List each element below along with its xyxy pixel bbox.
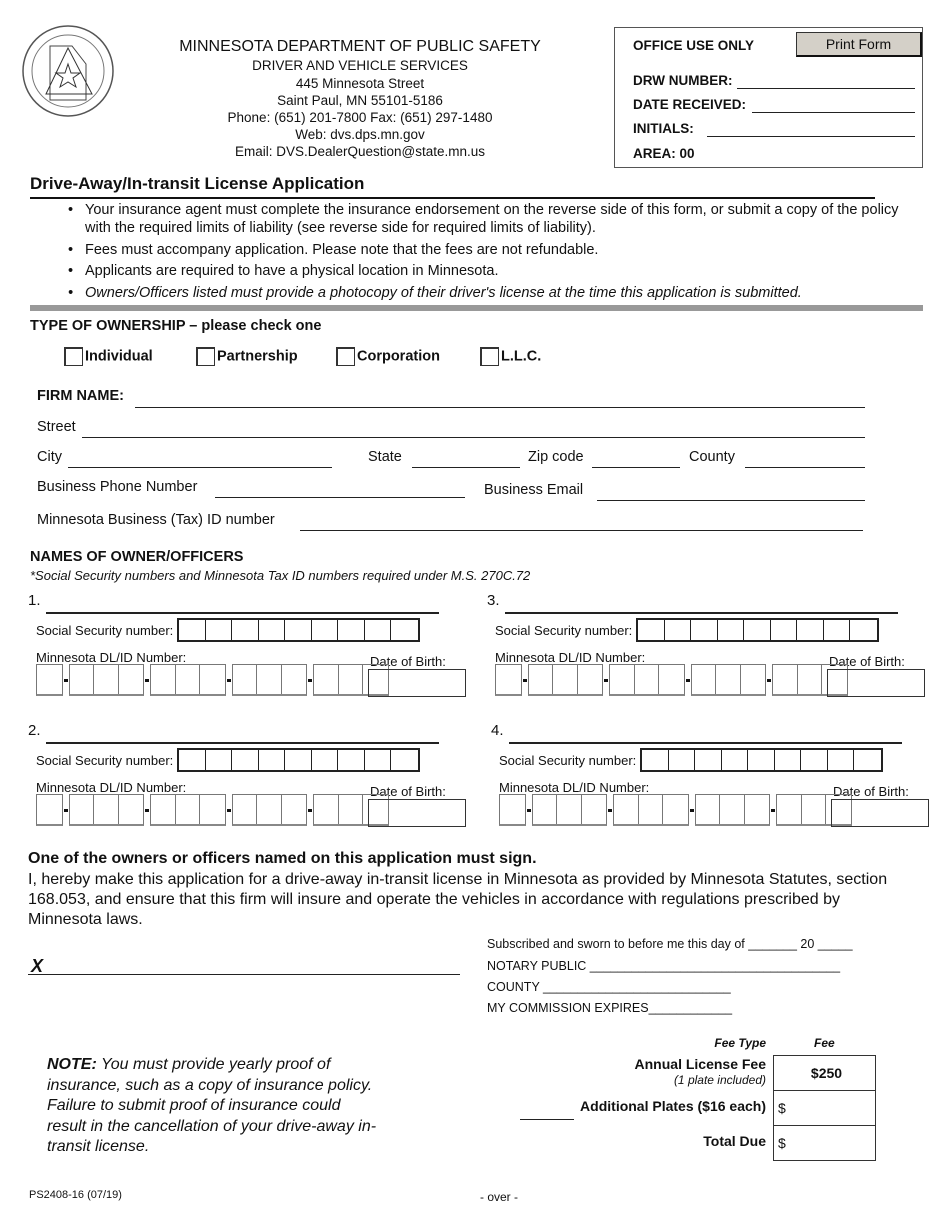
ssn-digit-box[interactable]	[285, 750, 312, 770]
dl-digit-box[interactable]	[741, 665, 766, 694]
county-label: County	[689, 449, 735, 465]
dl-digit-box[interactable]	[37, 665, 62, 694]
note-text: You must provide yearly proof of insurance, such as a copy of insurance policy. Failure to submit proof of insurance could result in the cancellation of your drive-away in-transit license.	[47, 1056, 377, 1155]
state-label: State	[368, 449, 402, 465]
dl-digit-box[interactable]	[557, 795, 582, 824]
business-email-label: Business Email	[484, 482, 584, 498]
dash	[145, 809, 149, 812]
dl-group	[495, 664, 522, 696]
dash	[64, 809, 68, 812]
dl-group	[613, 794, 689, 826]
dob-label: Date of Birth:	[829, 654, 905, 669]
dl-digit-box[interactable]	[500, 795, 525, 824]
dl-group	[150, 664, 226, 696]
dl-digit-box[interactable]	[151, 795, 176, 824]
zip-field[interactable]	[592, 467, 680, 468]
checkbox[interactable]	[64, 347, 83, 366]
dash	[604, 679, 608, 682]
business-email-field[interactable]	[597, 500, 865, 501]
notary-county: COUNTY ___________________________	[487, 980, 731, 994]
ssn-digit-box[interactable]	[179, 620, 206, 640]
owner-block	[28, 722, 468, 832]
dl-digit-box[interactable]	[37, 795, 62, 824]
division-name: DRIVER AND VEHICLE SERVICES	[252, 58, 468, 73]
owner-number: 4.	[491, 722, 504, 739]
dl-group	[69, 794, 145, 826]
dash	[308, 679, 312, 682]
dl-group	[695, 794, 771, 826]
street-field[interactable]	[82, 437, 865, 438]
ssn-digit-box[interactable]	[828, 750, 855, 770]
dash	[145, 679, 149, 682]
ssn-label: Social Security number:	[36, 622, 174, 638]
ssn-digit-box[interactable]	[771, 620, 798, 640]
dob-field[interactable]	[831, 799, 929, 827]
dash	[227, 809, 231, 812]
tax-id-label: Minnesota Business (Tax) ID number	[37, 512, 275, 528]
dl-digit-box[interactable]	[692, 665, 717, 694]
dob-field[interactable]	[368, 799, 466, 827]
instruction-item: • Applicants are required to have a physical location in Minnesota.	[68, 262, 923, 280]
ssn-digit-box[interactable]	[391, 750, 418, 770]
dl-digit-box[interactable]	[696, 795, 721, 824]
owner-name-field[interactable]	[46, 612, 439, 614]
city-field[interactable]	[68, 467, 332, 468]
owners-note: *Social Security numbers and Minnesota Tax ID numbers required under M.S. 270C.72	[30, 568, 531, 583]
notary-sworn: Subscribed and sworn to before me this day of _______ 20 _____	[487, 937, 853, 951]
initials-field[interactable]	[707, 136, 915, 137]
ssn-field[interactable]	[177, 748, 420, 772]
ssn-digit-box[interactable]	[312, 750, 339, 770]
dob-label: Date of Birth:	[370, 784, 446, 799]
annual-fee-sub: (1 plate included)	[673, 1073, 766, 1087]
dl-group	[232, 794, 308, 826]
dl-digit-box[interactable]	[94, 665, 119, 694]
total-due-label: Total Due	[703, 1133, 766, 1149]
ssn-digit-box[interactable]	[365, 620, 392, 640]
dash	[767, 679, 771, 682]
date-received-label: DATE RECEIVED:	[633, 97, 747, 112]
dl-digit-box[interactable]	[151, 665, 176, 694]
ssn-field[interactable]	[177, 618, 420, 642]
dl-digit-box[interactable]	[578, 665, 603, 694]
owner-block	[487, 592, 927, 702]
dash	[527, 809, 531, 812]
dl-digit-box[interactable]	[314, 665, 339, 694]
business-phone-label: Business Phone Number	[37, 479, 198, 495]
dl-digit-box[interactable]	[614, 795, 639, 824]
signature-statement: I, hereby make this application for a drive-away in-transit license in Minnesota as provided by Minnesota Statutes, section 168.053, and ensure that this firm will insure and operate the vehicles in accordance with regulations prescribed by Minnesota laws.	[28, 871, 888, 928]
owner-number: 1.	[28, 592, 41, 609]
dob-field[interactable]	[827, 669, 925, 697]
ssn-row	[499, 748, 883, 772]
section-divider	[30, 305, 923, 311]
state-seal-logo	[20, 24, 116, 118]
checkbox[interactable]	[336, 347, 355, 366]
owner-number: 2.	[28, 722, 41, 739]
dl-group	[691, 664, 767, 696]
dl-group	[528, 664, 604, 696]
ssn-digit-box[interactable]	[854, 750, 881, 770]
dl-digit-box[interactable]	[94, 795, 119, 824]
owner-block	[491, 722, 931, 832]
print-form-button[interactable]: Print Form	[796, 32, 922, 57]
ssn-digit-box[interactable]	[206, 750, 233, 770]
dl-label: Minnesota DL/ID Number:	[495, 650, 646, 665]
checkbox-partnership[interactable]	[196, 347, 298, 366]
dl-group	[532, 794, 608, 826]
address-street: 445 Minnesota Street	[295, 76, 425, 91]
additional-plates-count-field[interactable]	[520, 1119, 574, 1120]
ssn-digit-box[interactable]	[338, 620, 365, 640]
website: Web: dvs.dps.mn.gov	[295, 127, 425, 142]
dl-digit-box[interactable]	[496, 665, 521, 694]
dl-digit-box[interactable]	[314, 795, 339, 824]
dl-field[interactable]	[499, 794, 852, 826]
insurance-note	[47, 1055, 377, 1158]
dl-group	[69, 664, 145, 696]
dl-field[interactable]	[36, 664, 389, 696]
dl-digit-box[interactable]	[659, 665, 684, 694]
agency-name: MINNESOTA DEPARTMENT OF PUBLIC SAFETY	[179, 38, 541, 55]
dl-digit-box[interactable]	[119, 795, 144, 824]
dl-field[interactable]	[495, 664, 848, 696]
ssn-digit-box[interactable]	[722, 750, 749, 770]
note-label: NOTE:	[47, 1056, 97, 1073]
ssn-digit-box[interactable]	[748, 750, 775, 770]
dl-group	[232, 664, 308, 696]
address-city: Saint Paul, MN 55101-5186	[277, 93, 443, 108]
dl-digit-box[interactable]	[257, 795, 282, 824]
additional-plates-fee-field[interactable]: $	[774, 1091, 876, 1126]
ssn-digit-box[interactable]	[718, 620, 745, 640]
annual-fee-value: $250	[774, 1056, 876, 1091]
firm-name-label: FIRM NAME:	[37, 388, 124, 404]
checkbox-individual[interactable]	[64, 347, 153, 366]
annual-fee-label: Annual License Fee	[634, 1056, 766, 1072]
ssn-row	[495, 618, 879, 642]
ssn-digit-box[interactable]	[206, 620, 233, 640]
ssn-digit-box[interactable]	[232, 750, 259, 770]
dash	[64, 679, 68, 682]
dl-digit-box[interactable]	[635, 665, 660, 694]
ssn-digit-box[interactable]	[797, 620, 824, 640]
dl-digit-box[interactable]	[176, 795, 201, 824]
dl-digit-box[interactable]	[663, 795, 688, 824]
city-label: City	[37, 449, 62, 465]
dl-digit-box[interactable]	[553, 665, 578, 694]
dl-digit-box[interactable]	[533, 795, 558, 824]
ssn-digit-box[interactable]	[338, 750, 365, 770]
instructions-list	[68, 201, 923, 305]
dash	[690, 809, 694, 812]
date-received-field[interactable]	[752, 112, 915, 113]
checkbox[interactable]	[196, 347, 215, 366]
area-label: AREA: 00	[633, 146, 695, 161]
office-use-box	[614, 27, 923, 168]
over-indicator: - over -	[480, 1190, 519, 1204]
tax-id-field[interactable]	[300, 530, 863, 531]
dl-digit-box[interactable]	[282, 795, 307, 824]
signature-heading: One of the owners or officers named on this application must sign.	[28, 850, 537, 867]
fee-header: Fee	[814, 1036, 835, 1050]
instruction-item: • Your insurance agent must complete the insurance endorsement on the reverse side of this form, or submit a copy of the policy with the required limits of liability (see reverse side for required limits of liability).	[68, 201, 923, 237]
ssn-label: Social Security number:	[499, 752, 637, 768]
signature-x-mark: X	[31, 956, 44, 976]
owner-name-field[interactable]	[509, 742, 902, 744]
checkbox-llc[interactable]	[480, 347, 541, 366]
county-field[interactable]	[745, 467, 865, 468]
dl-digit-box[interactable]	[70, 665, 95, 694]
owner-number: 3.	[487, 592, 500, 609]
ssn-digit-box[interactable]	[391, 620, 418, 640]
dl-digit-box[interactable]	[257, 665, 282, 694]
dl-digit-box[interactable]	[610, 665, 635, 694]
owner-name-field[interactable]	[505, 612, 898, 614]
dl-group	[36, 664, 63, 696]
checkbox-label: L.L.C.	[501, 348, 542, 365]
dl-digit-box[interactable]	[720, 795, 745, 824]
ssn-row	[36, 748, 420, 772]
street-label: Street	[37, 419, 76, 435]
dl-digit-box[interactable]	[798, 665, 823, 694]
checkbox-label: Individual	[85, 348, 153, 365]
ssn-digit-box[interactable]	[695, 750, 722, 770]
dl-digit-box[interactable]	[200, 795, 225, 824]
dob-label: Date of Birth:	[370, 654, 446, 669]
ssn-digit-box[interactable]	[801, 750, 828, 770]
dl-field[interactable]	[36, 794, 389, 826]
fee-table	[773, 1055, 876, 1161]
ssn-digit-box[interactable]	[744, 620, 771, 640]
dl-digit-box[interactable]	[802, 795, 827, 824]
dl-digit-box[interactable]	[773, 665, 798, 694]
dl-digit-box[interactable]	[119, 665, 144, 694]
ssn-digit-box[interactable]	[259, 620, 286, 640]
ssn-digit-box[interactable]	[232, 620, 259, 640]
ssn-row	[36, 618, 420, 642]
phone-fax: Phone: (651) 201-7800 Fax: (651) 297-1480	[227, 110, 493, 125]
dl-group	[150, 794, 226, 826]
ssn-digit-box[interactable]	[638, 620, 665, 640]
checkbox-label: Partnership	[217, 348, 298, 365]
ssn-digit-box[interactable]	[312, 620, 339, 640]
dash	[523, 679, 527, 682]
drw-number-field[interactable]	[737, 88, 915, 89]
email: Email: DVS.DealerQuestion@state.mn.us	[234, 144, 486, 159]
form-title: Drive-Away/In-transit License Application	[30, 174, 365, 193]
office-use-title: OFFICE USE ONLY	[633, 38, 755, 53]
zip-label: Zip code	[528, 449, 584, 465]
dl-group	[499, 794, 526, 826]
ssn-digit-box[interactable]	[669, 750, 696, 770]
ownership-heading: TYPE OF OWNERSHIP – please check one	[30, 318, 322, 334]
additional-plates-label: Additional Plates ($16 each)	[580, 1098, 766, 1114]
ssn-label: Social Security number:	[36, 752, 174, 768]
dob-field[interactable]	[368, 669, 466, 697]
ssn-digit-box[interactable]	[179, 750, 206, 770]
dash	[686, 679, 690, 682]
ssn-digit-box[interactable]	[259, 750, 286, 770]
dl-label: Minnesota DL/ID Number:	[36, 650, 187, 665]
checkbox-corporation[interactable]	[336, 347, 440, 366]
dash	[608, 809, 612, 812]
owner-block	[28, 592, 468, 702]
business-phone-field[interactable]	[215, 497, 465, 498]
ssn-label: Social Security number:	[495, 622, 633, 638]
dl-digit-box[interactable]	[176, 665, 201, 694]
notary-public: NOTARY PUBLIC ____________________________________	[487, 959, 841, 973]
instruction-item: • Owners/Officers listed must provide a photocopy of their driver's license at the time this application is submitted.	[68, 284, 923, 302]
dl-digit-box[interactable]	[777, 795, 802, 824]
dash	[771, 809, 775, 812]
ssn-digit-box[interactable]	[691, 620, 718, 640]
total-due-field[interactable]: $	[774, 1126, 876, 1161]
signature-field[interactable]	[28, 974, 460, 975]
dl-group	[609, 664, 685, 696]
state-field[interactable]	[412, 467, 520, 468]
ssn-digit-box[interactable]	[365, 750, 392, 770]
owner-name-field[interactable]	[46, 742, 439, 744]
notary-commission-expires: MY COMMISSION EXPIRES____________	[487, 1001, 733, 1015]
dl-group	[36, 794, 63, 826]
initials-label: INITIALS:	[633, 121, 694, 136]
ssn-digit-box[interactable]	[850, 620, 877, 640]
dl-digit-box[interactable]	[70, 795, 95, 824]
dob-label: Date of Birth:	[833, 784, 909, 799]
ssn-digit-box[interactable]	[775, 750, 802, 770]
dl-digit-box[interactable]	[200, 665, 225, 694]
dl-digit-box[interactable]	[582, 795, 607, 824]
dash	[227, 679, 231, 682]
dl-label: Minnesota DL/ID Number:	[499, 780, 650, 795]
instruction-item: • Fees must accompany application. Please note that the fees are not refundable.	[68, 241, 923, 259]
form-number: PS2408-16 (07/19)	[29, 1189, 122, 1201]
title-rule	[30, 197, 875, 199]
dl-digit-box[interactable]	[716, 665, 741, 694]
dl-digit-box[interactable]	[233, 665, 258, 694]
fee-type-header: Fee Type	[714, 1036, 766, 1050]
checkbox-label: Corporation	[357, 348, 440, 365]
drw-number-label: DRW NUMBER:	[633, 73, 733, 88]
dl-digit-box[interactable]	[639, 795, 664, 824]
dash	[308, 809, 312, 812]
ssn-field[interactable]	[640, 748, 883, 772]
dl-digit-box[interactable]	[282, 665, 307, 694]
dl-digit-box[interactable]	[339, 795, 364, 824]
dl-digit-box[interactable]	[745, 795, 770, 824]
dl-digit-box[interactable]	[529, 665, 554, 694]
ssn-digit-box[interactable]	[824, 620, 851, 640]
ssn-field[interactable]	[636, 618, 879, 642]
firm-name-field[interactable]	[135, 407, 865, 408]
ssn-digit-box[interactable]	[642, 750, 669, 770]
owners-heading: NAMES OF OWNER/OFFICERS	[30, 549, 244, 565]
dl-label: Minnesota DL/ID Number:	[36, 780, 187, 795]
ssn-digit-box[interactable]	[665, 620, 692, 640]
dl-digit-box[interactable]	[339, 665, 364, 694]
dl-digit-box[interactable]	[233, 795, 258, 824]
checkbox[interactable]	[480, 347, 499, 366]
ssn-digit-box[interactable]	[285, 620, 312, 640]
